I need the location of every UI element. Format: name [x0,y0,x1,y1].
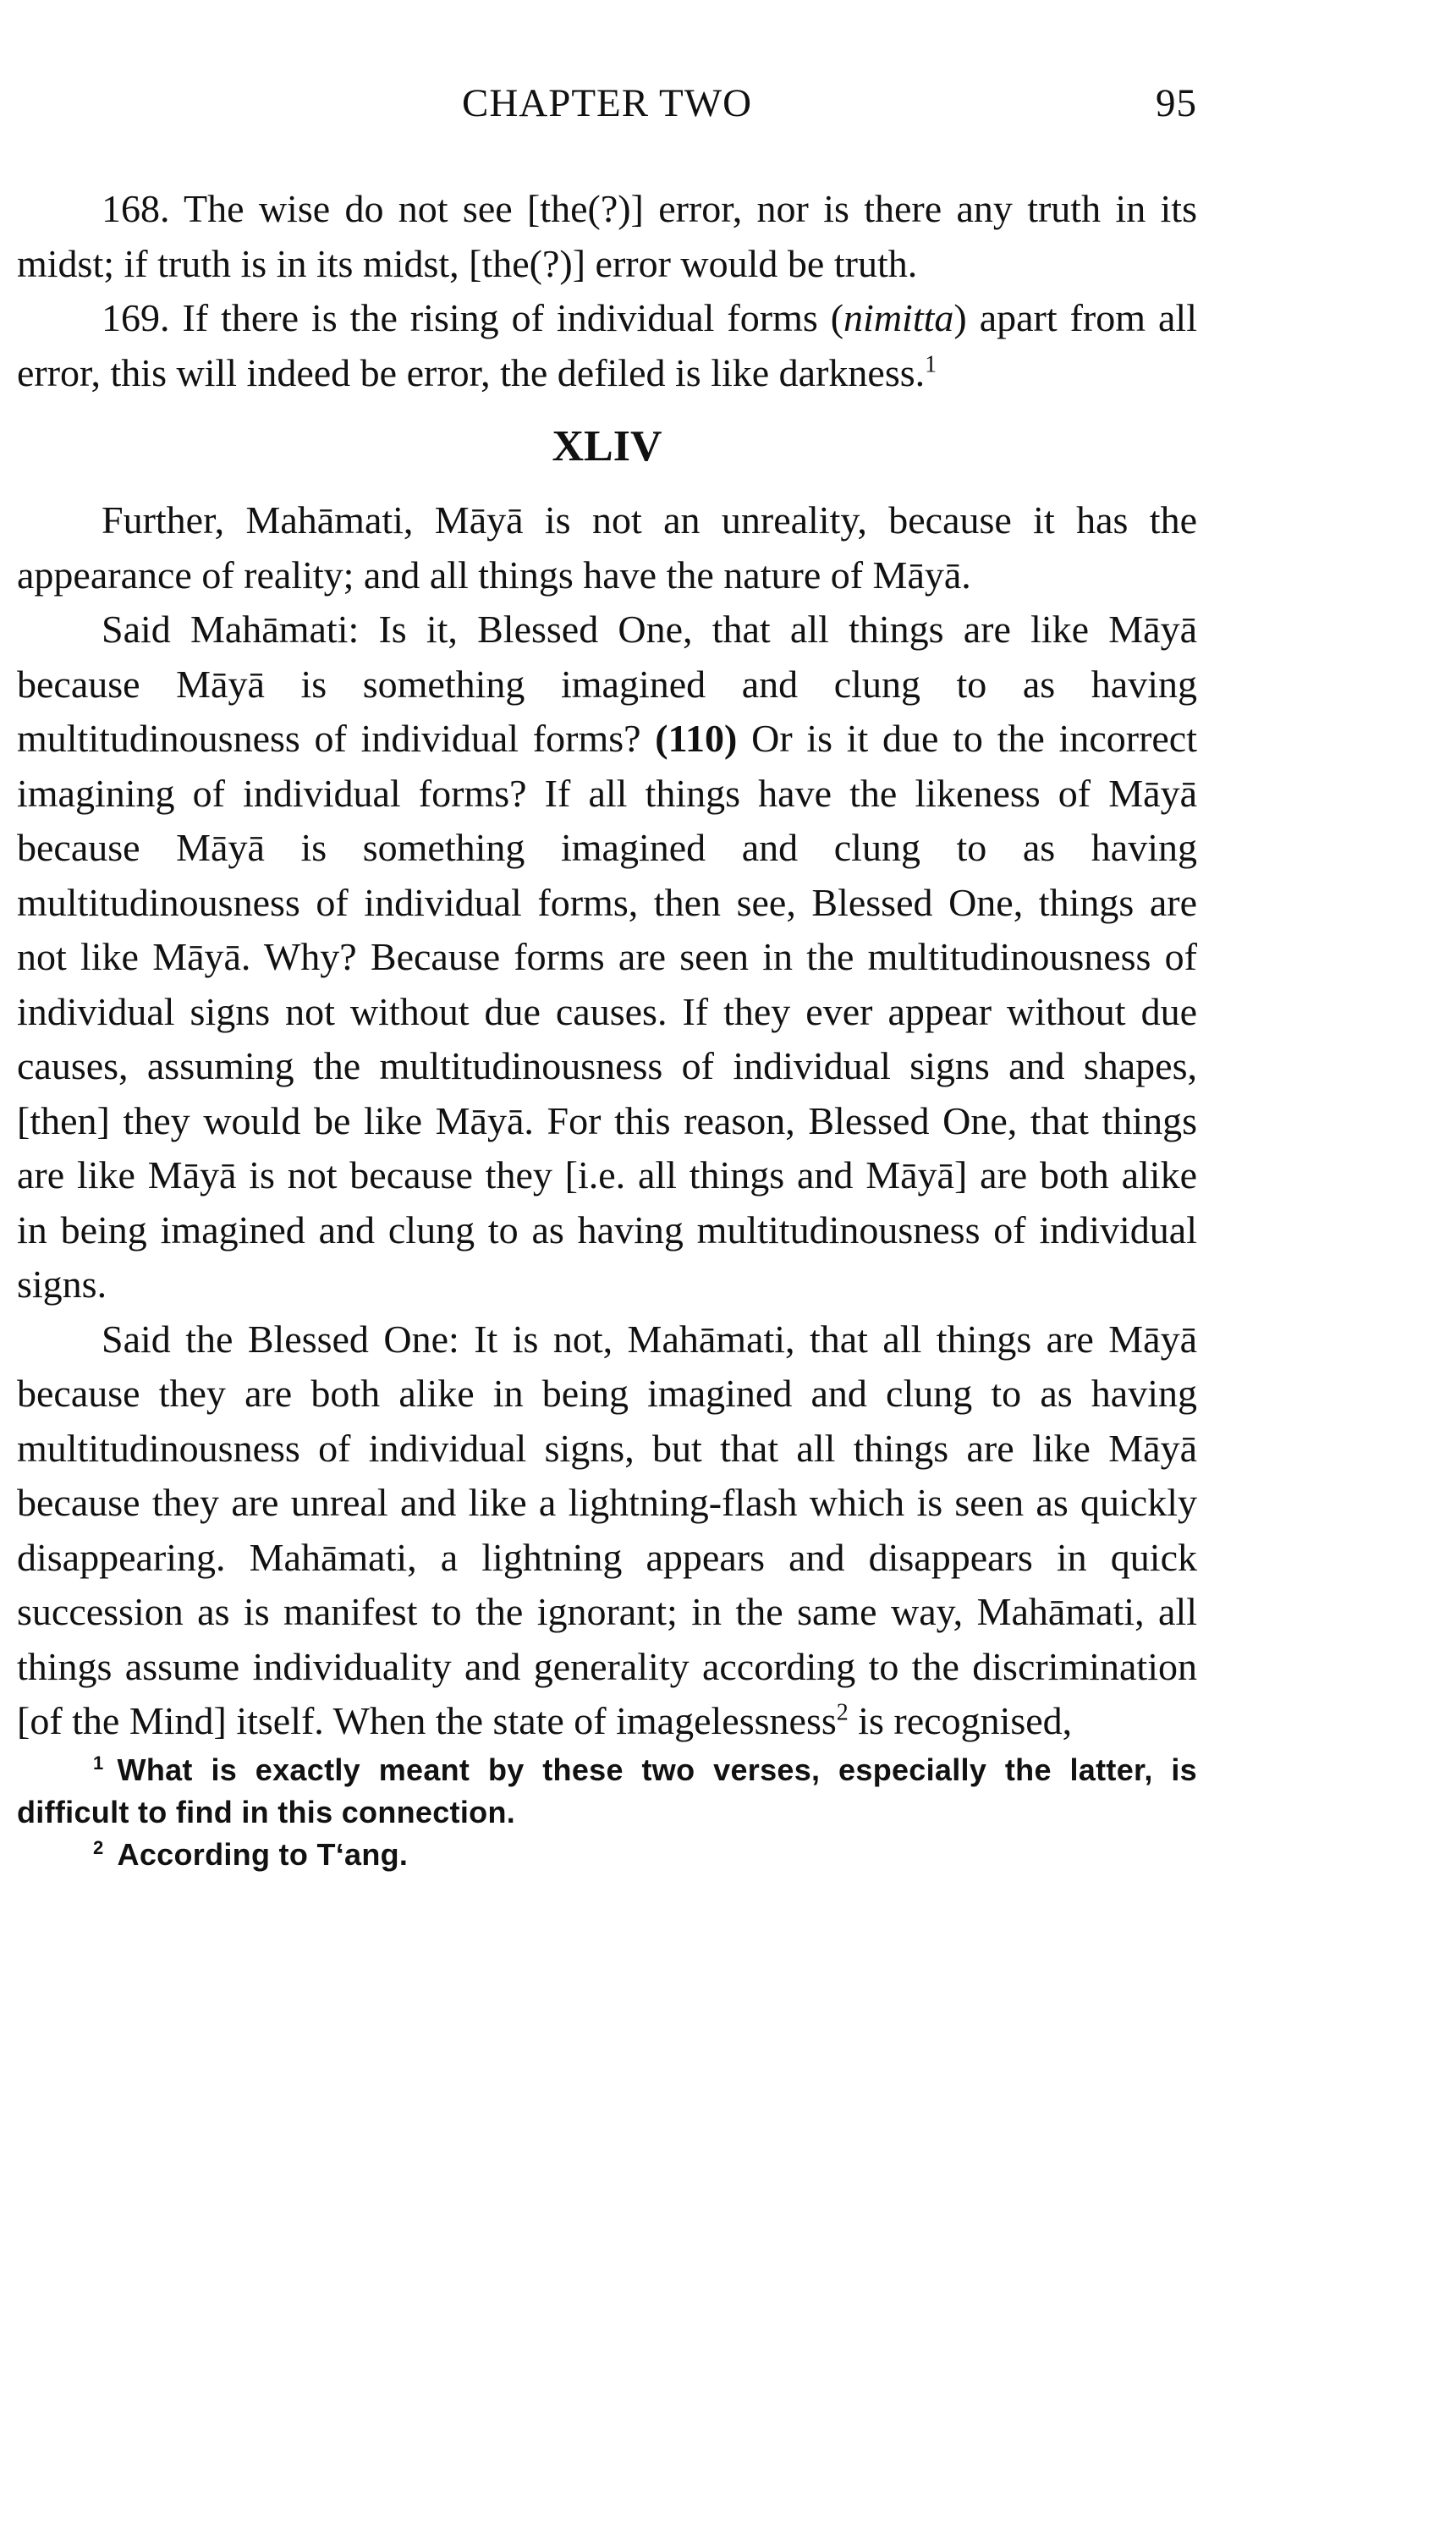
section-heading: XLIV [552,422,662,470]
footnote-1-mark: 1 [93,1752,104,1774]
footnote-2-text: According to T‘ang. [117,1836,409,1872]
footnote-2 [17,1834,1197,1876]
paragraph-further: Further, Mahāmati, Māyā is not an unreality, because it has the appearance of reality; and all things have the nature of Māyā. [17,498,1197,597]
verse-169-text-b: ) apart from all error, this will indeed be error, the defiled is like darkness. [17,296,1197,394]
chapter-title: CHAPTER TWO [461,81,753,125]
paragraph-said-mahamati [17,602,1197,1312]
footnote-ref-2[interactable]: 2 [836,1699,849,1726]
page-number: 95 [1156,81,1197,125]
paragraph-said-mahamati-a: Said Mahāmati: Is it, Blessed One, that all things are like Māyā because Māyā is something imagined and clung to as having multitudinousness of individual forms? [17,608,1197,760]
paragraph-said-blessed-one [17,1312,1197,1749]
verse-169-text-a: 169. If there is the rising of individual forms ( [102,296,844,339]
body-text [17,182,1197,1749]
running-head [17,80,1197,140]
footnote-2-mark: 2 [93,1836,104,1858]
verse-169-term: nimitta [843,296,954,339]
verse-168: 168. The wise do not see [the(?)] error, nor is there any truth in its midst; if truth is in its midst, [the(?)] error would be truth. [17,187,1197,285]
footnote-ref-1[interactable]: 1 [925,351,937,378]
footnote-1-text: What is exactly meant by these two verses, especially the latter, is difficult to find in this connection. [17,1752,1197,1829]
paragraph-said-blessed-one-b: is recognised, [848,1699,1073,1742]
verse-169 [17,291,1197,400]
paragraph-said-mahamati-b: Or is it due to the incorrect imagining of individual forms? If all things have the likeness of Māyā because Māyā is something imagined and clung to as having multitudinousness of individual forms, then see, Blessed One, things are not like Māyā. Why? Because forms are seen in the multitudinousness of individual signs not without due causes. If they ever appear without due causes, assuming the multitudinousness of individual signs and shapes, [then] they would be like Māyā. For this reason, Blessed One, that things are like Māyā is not because they [i.e. all things and Māyā] are both alike in being imagined and clung to as having multitudinousness of individual signs. [17,717,1198,1306]
paragraph-said-blessed-one-a: Said the Blessed One: It is not, Mahāmati, that all things are Māyā because they are both alike in being imagined and clung to as having multitudinousness of individual signs, but that all things are like Māyā because they are unreal and like a lightning-flash which is seen as quickly disappearing. Mahāmati, a lightning appears and disappears in quick succession as is manifest to the ignorant; in the same way, Mahāmati, all things assume individuality and generality according to the discrimination [of the Mind] itself. When the state of imagelessness [17,1317,1197,1742]
section-number-110: (110) [655,717,738,760]
book-page [17,80,1197,1876]
footnotes [17,1749,1197,1876]
footnote-1 [17,1749,1197,1834]
